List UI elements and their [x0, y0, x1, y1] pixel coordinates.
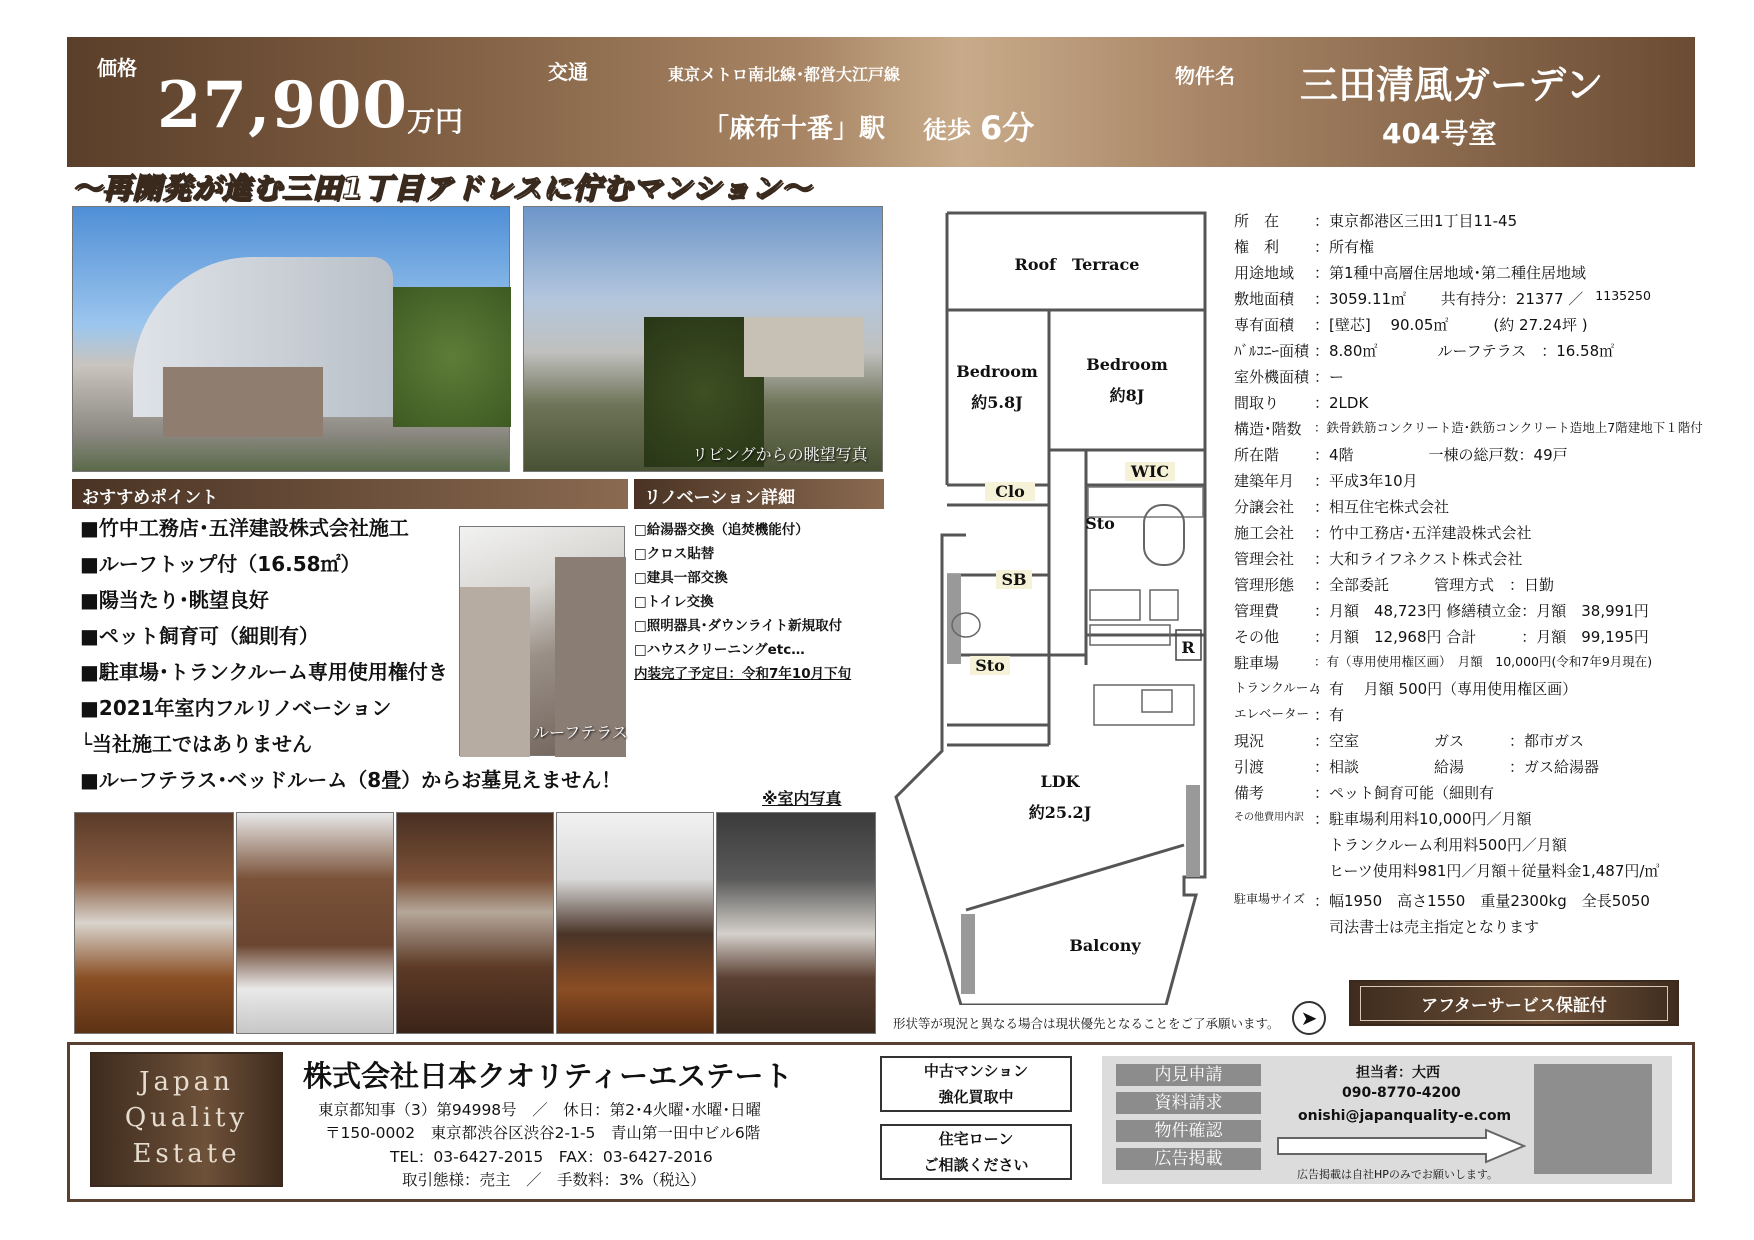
- property-name-label: 物件名: [1175, 64, 1235, 88]
- after-service-badge: [1349, 980, 1679, 1026]
- sto1-label: Sto: [1085, 514, 1115, 533]
- balcony-label: Balcony: [1069, 936, 1141, 955]
- catchphrase: ～再開発が進む三田1丁目アドレスに佇むマンション～: [72, 171, 812, 205]
- spec-row: 管理会社 ：大和ライフネクスト株式会社: [1234, 550, 1523, 568]
- company-tel: TEL：03-6427-2015 FAX：03-6427-2016: [390, 1148, 713, 1166]
- bedroom2-size: 約8J: [1109, 386, 1145, 405]
- company-license: 東京都知事（3）第94998号 ／ 休日：第2･4火曜･水曜･日曜: [318, 1101, 762, 1119]
- renovation-completion: 内装完了予定日：令和7年10月下旬: [634, 666, 852, 682]
- company-name: 株式会社日本クオリティーエステート: [303, 1059, 793, 1093]
- qr-code-placeholder: [1534, 1064, 1652, 1174]
- renovation-item: □クロス貼替: [634, 546, 715, 562]
- interior-photo-kitchen: [396, 812, 554, 1034]
- property-check-button[interactable]: 物件確認: [1116, 1120, 1261, 1142]
- ad-listing-button[interactable]: 広告掲載: [1116, 1148, 1261, 1170]
- spec-row: 備考 ：ペット飼育可能（細則有: [1234, 784, 1495, 802]
- spec-row: 司法書士は売主指定となります: [1314, 918, 1540, 936]
- renovation-item: □トイレ交換: [634, 594, 714, 610]
- logo-line: Quality: [124, 1103, 249, 1133]
- floor-plan: [866, 205, 1226, 1005]
- spec-row: ﾊﾞﾙｺﾆｰ面積 ：8.80㎡ ルーフテラス ：16.58㎡: [1234, 342, 1615, 360]
- r-label: R: [1181, 638, 1195, 657]
- station-name: 「麻布十番」駅: [703, 114, 886, 144]
- spec-row: 室外機面積 ：ー: [1234, 368, 1345, 386]
- spec-row: 用途地域 ：第1種中高層住居地域･第二種住居地域: [1234, 264, 1587, 282]
- spec-row: エレベーター ：有: [1234, 706, 1345, 724]
- spec-row: 管理形態 ：全部委託 管理方式 ：日勤: [1234, 576, 1555, 594]
- spec-row: 施工会社 ：竹中工務店･五洋建設株式会社: [1234, 524, 1532, 542]
- spec-row: 構造･階数 ：鉄骨鉄筋コンクリート造･鉄筋コンクリート造地上7階建地下１階付: [1234, 420, 1703, 438]
- price-label: 価格: [97, 56, 137, 80]
- company-terms: 取引態様：売主 ／ 手数料：3%（税込）: [402, 1171, 706, 1189]
- spec-row: 現況 ：空室 ガス ：都市ガス: [1234, 732, 1585, 750]
- wic-label: WIC: [1125, 462, 1175, 481]
- renovation-item: □照明器具･ダウンライト新規取付: [634, 618, 843, 634]
- price-value: 27,900: [157, 68, 408, 143]
- buyback-box: 中古マンション 強化買取中: [880, 1056, 1072, 1112]
- recommend-item: ■ルーフテラス･ベッドルーム（8畳）からお墓見えません！: [80, 768, 622, 792]
- walk-minutes: 6分: [980, 109, 1035, 147]
- building-exterior-photo: [72, 206, 510, 472]
- viewing-request-button[interactable]: 内見申請: [1116, 1064, 1261, 1086]
- view-photo: [523, 206, 883, 472]
- sto2-label: Sto: [970, 656, 1010, 675]
- spec-row: 管理費 ：月額 48,723円 修繕積立金：月額 38,991円: [1234, 602, 1649, 620]
- sb-label: SB: [996, 570, 1032, 589]
- after-service-text: アフターサービス保証付: [1360, 986, 1668, 1021]
- renovation-item: □給湯器交換（追焚機能付）: [634, 522, 809, 538]
- spec-row: ヒーツ使用料981円／月額＋従量料金1,487円/㎥: [1314, 862, 1660, 880]
- bedroom1-label: Bedroom: [956, 362, 1038, 381]
- spec-row: 所 在 ：東京都港区三田1丁目11-45: [1234, 212, 1518, 230]
- contact-email: onishi@japanquality-e.com: [1298, 1108, 1512, 1124]
- spec-row: 間取り ：2LDK: [1234, 394, 1369, 412]
- roof-terrace-label: Roof Terrace: [1014, 255, 1140, 274]
- interior-photo-living: [74, 812, 234, 1034]
- walk-label: 徒歩: [923, 116, 971, 144]
- spec-row: 引渡 ：相談 給湯 ：ガス給湯器: [1234, 758, 1600, 776]
- ad-note: 広告掲載は自社HPのみでお願いします。: [1297, 1168, 1499, 1181]
- access-label: 交通: [548, 60, 588, 84]
- contact-phone: 090-8770-4200: [1342, 1085, 1461, 1101]
- interior-photo-bath: [236, 812, 394, 1034]
- spec-row: トランクルーム ：有 月額 500円（専用使用権区画）: [1234, 680, 1578, 698]
- clo-label: Clo: [985, 482, 1035, 501]
- spec-row: その他費用内訳 ：駐車場利用料10,000円／月額: [1234, 810, 1532, 828]
- property-name: 三田清風ガーデン: [1300, 63, 1604, 107]
- spec-row: 所在階 ：4階 一棟の総戸数：49戸: [1234, 446, 1568, 464]
- recommend-item: ■陽当たり･眺望良好: [80, 588, 269, 612]
- bedroom2-label: Bedroom: [1086, 355, 1168, 374]
- company-logo: [90, 1052, 283, 1187]
- recommend-list: [80, 510, 622, 798]
- recommend-item: ■駐車場･トランクルーム専用使用権付き: [80, 660, 448, 684]
- recommend-item: ■ペット飼育可（細則有）: [80, 624, 319, 648]
- spec-row: その他 ：月額 12,968円 合計 ：月額 99,195円: [1234, 628, 1649, 646]
- logo-line: Japan: [139, 1067, 234, 1097]
- roof-terrace-caption: ルーフテラス: [533, 723, 628, 742]
- view-photo-caption: リビングからの眺望写真: [692, 445, 868, 464]
- interior-photo-bedroom: [556, 812, 714, 1034]
- recommend-item: ■ルーフトップ付（16.58㎡）: [80, 552, 361, 576]
- loan-box: 住宅ローン ご相談ください: [880, 1124, 1072, 1180]
- spec-row: トランクルーム利用料500円／月額: [1314, 836, 1567, 854]
- spec-row: 敷地面積 ：3059.11㎡ 共有持分：21377 ／ 1135250: [1234, 288, 1651, 308]
- recommend-item: └当社施工ではありません: [80, 732, 313, 756]
- logo-line: Estate: [132, 1139, 241, 1169]
- interior-photo-washroom: [716, 812, 876, 1034]
- price-unit: 万円: [407, 105, 464, 138]
- company-address: 〒150-0002 東京都渋谷区渋谷2-1-5 青山第一田中ビル6階: [325, 1124, 761, 1142]
- spec-row: 専有面積 ：[壁芯] 90.05㎡ (約 27.24坪 ): [1234, 316, 1588, 334]
- floorplan-disclaimer: 形状等が現況と異なる場合は現状優先となることをご了承願います。: [893, 1016, 1280, 1031]
- spec-row: 駐車場サイズ ：幅1950 高さ1550 重量2300kg 全長5050: [1234, 892, 1650, 910]
- recommend-title: おすすめポイント: [72, 479, 628, 509]
- document-request-button[interactable]: 資料請求: [1116, 1092, 1261, 1114]
- recommend-item: ■2021年室内フルリノベーション: [80, 696, 392, 720]
- renovation-item: □建具一部交換: [634, 570, 728, 586]
- train-line: 東京メトロ南北線･都営大江戸線: [668, 65, 901, 84]
- recommend-item: ■竹中工務店･五洋建設株式会社施工: [80, 516, 409, 540]
- arrow-icon: [1276, 1128, 1526, 1164]
- bedroom1-size: 約5.8J: [971, 393, 1023, 412]
- renovation-item: □ハウスクリーニングetc…: [634, 642, 805, 658]
- ldk-size: 約25.2J: [1028, 803, 1092, 822]
- spec-row: 駐車場 ：有（専用使用権区画） 月額 10,000円(令和7年9月現在): [1234, 654, 1653, 672]
- room-number: 404号室: [1382, 117, 1497, 150]
- spec-row: 権 利 ：所有権: [1234, 238, 1375, 256]
- compass-icon: ➤: [1292, 1001, 1326, 1035]
- ldk-label: LDK: [1040, 772, 1080, 791]
- spec-row: 建築年月 ：平成3年10月: [1234, 472, 1418, 490]
- interior-photo-note: ※室内写真: [762, 789, 842, 808]
- renovation-title: リノベーション詳細: [634, 479, 884, 509]
- spec-row: 分譲会社 ：相互住宅株式会社: [1234, 498, 1450, 516]
- contact-person: 担当者：大西: [1356, 1065, 1440, 1081]
